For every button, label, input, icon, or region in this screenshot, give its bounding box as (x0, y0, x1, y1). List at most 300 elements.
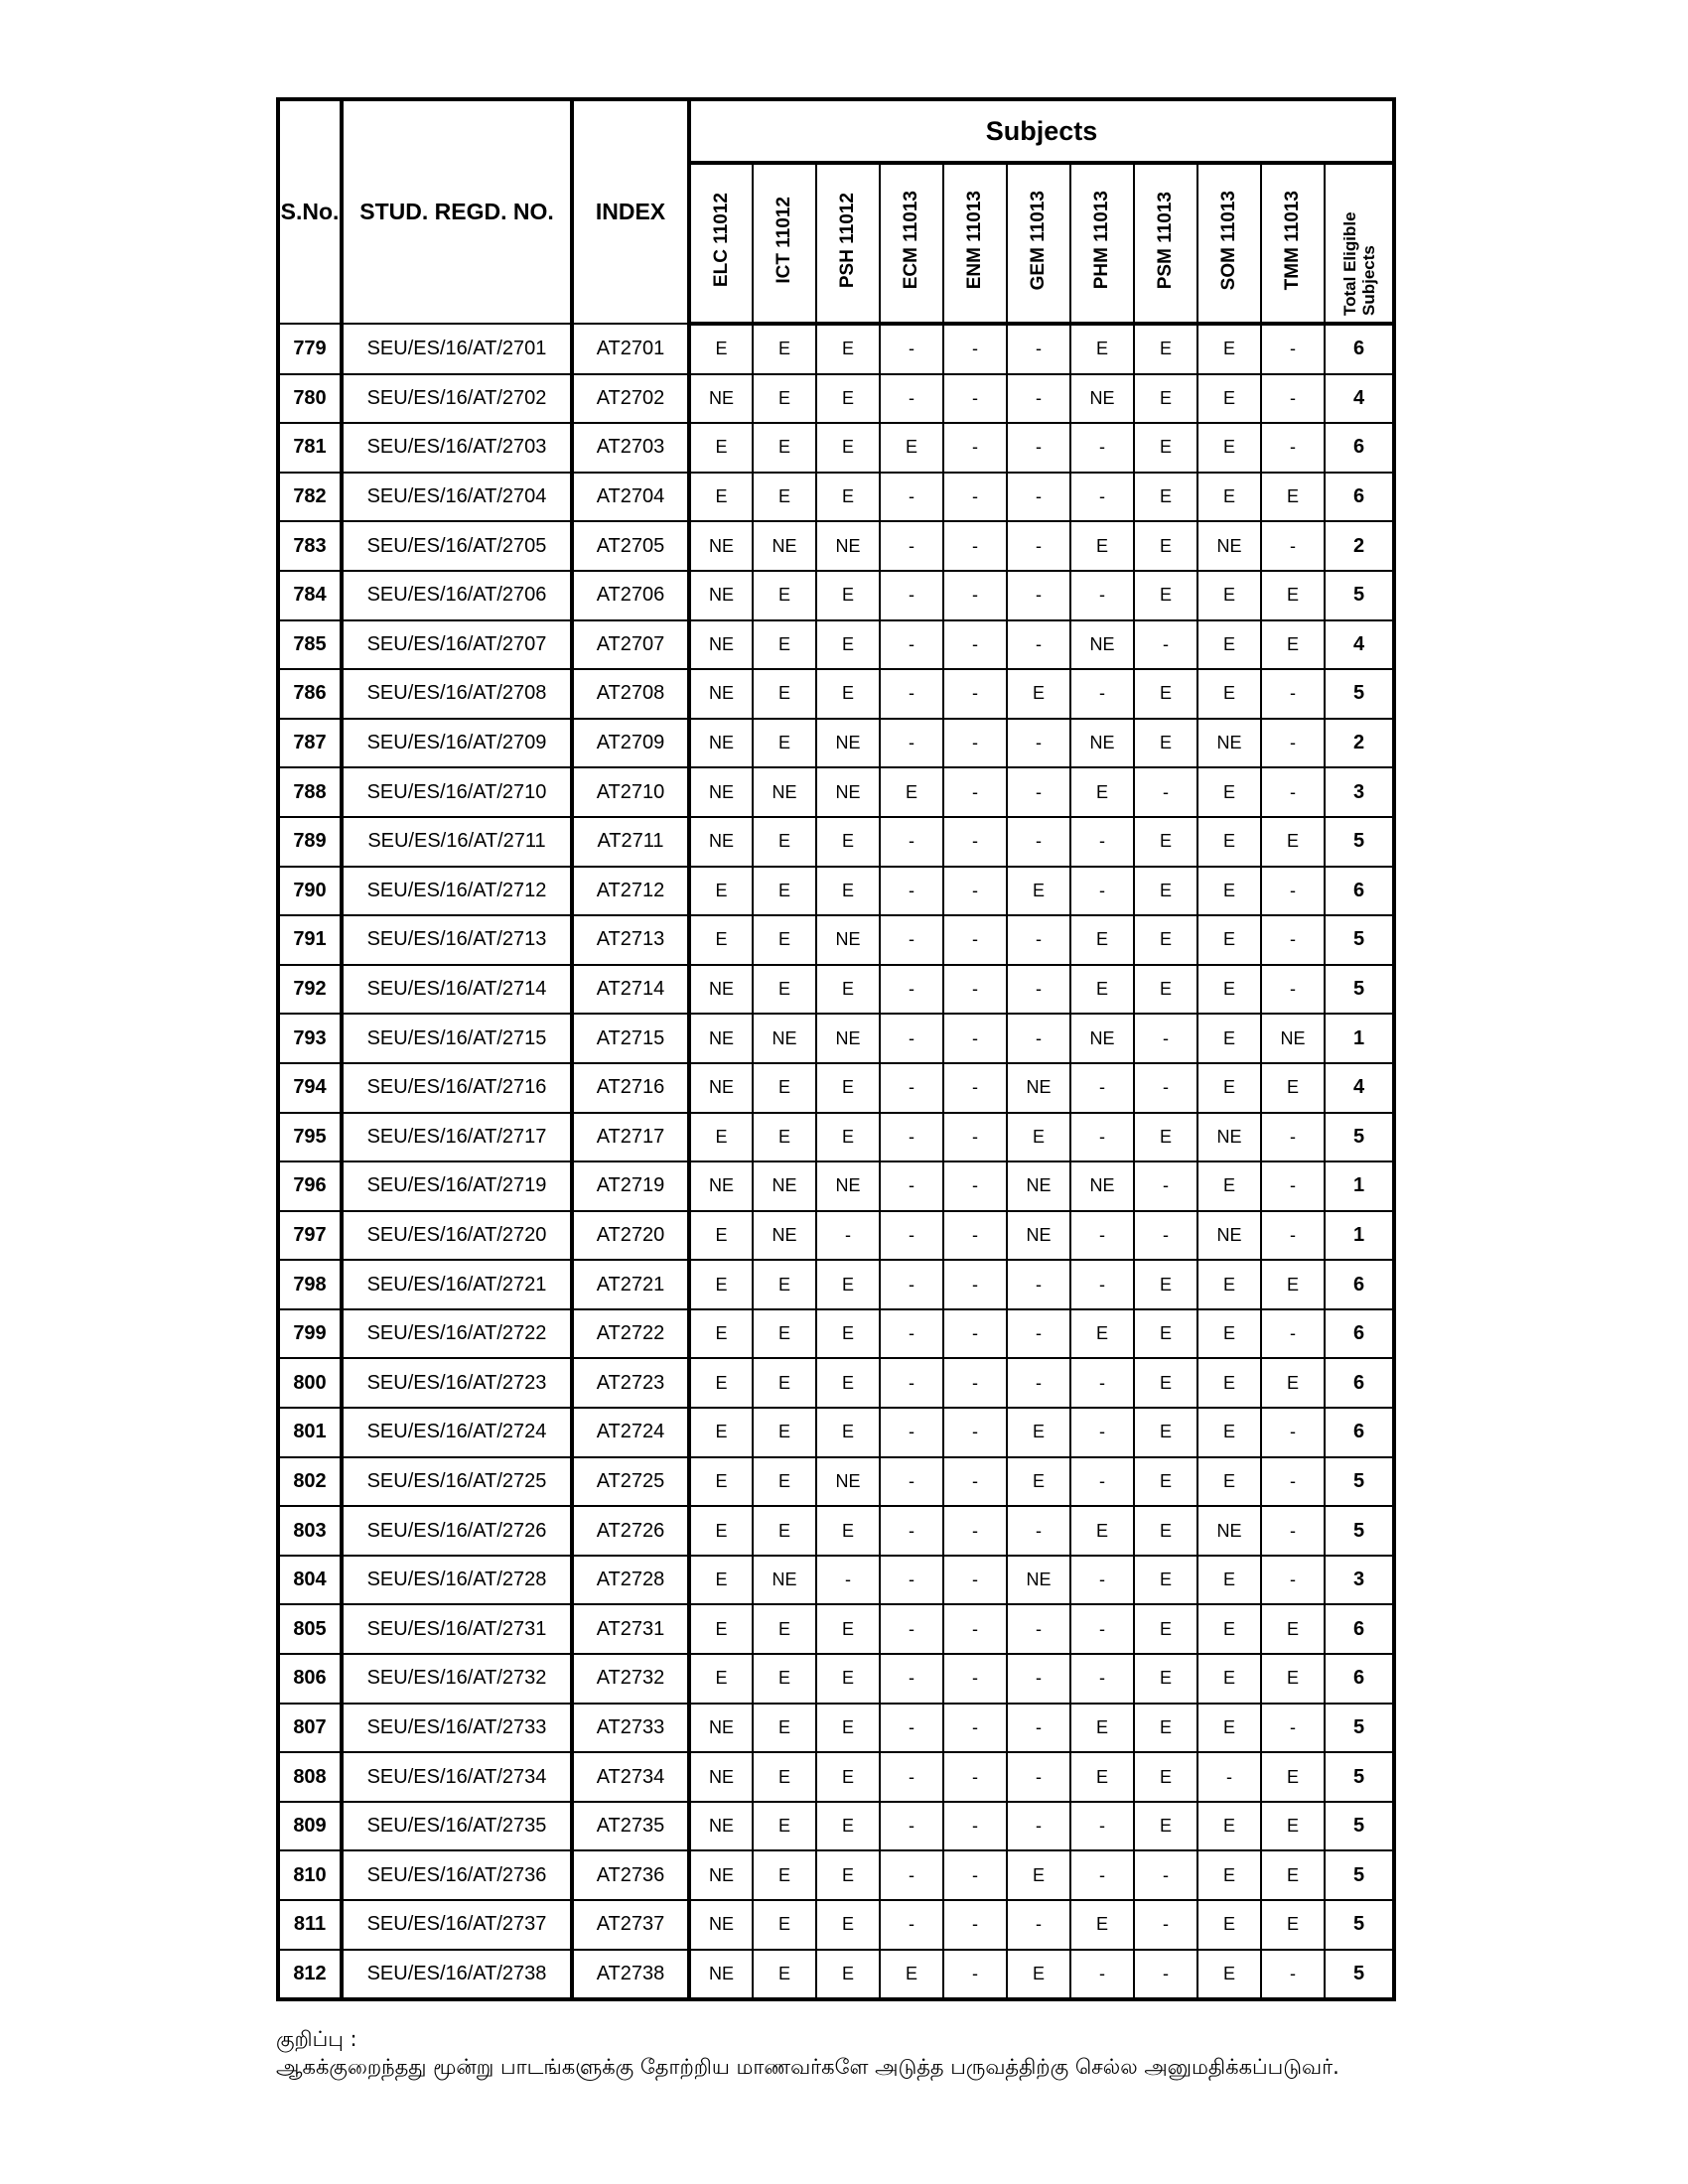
cell-sno: 801 (278, 1408, 342, 1457)
cell-subject-status: E (1134, 867, 1197, 916)
cell-subject-status: NE (1197, 719, 1261, 768)
cell-subject-status: - (1070, 669, 1134, 719)
cell-subject-status: E (1197, 1063, 1261, 1113)
header-subject (816, 163, 880, 324)
cell-subject-status: E (1197, 1654, 1261, 1704)
cell-subject-status: - (880, 1260, 943, 1309)
cell-subject-status: NE (1261, 1014, 1325, 1063)
cell-total: 5 (1325, 571, 1394, 620)
cell-subject-status: - (1007, 1802, 1070, 1851)
cell-subject-status: NE (753, 521, 816, 571)
cell-index: AT2732 (572, 1654, 689, 1704)
cell-subject-status: - (880, 1850, 943, 1900)
cell-subject-status: - (880, 1900, 943, 1950)
cell-subject-status: NE (689, 620, 753, 670)
cell-subject-status: E (753, 1604, 816, 1654)
cell-subject-status: - (943, 324, 1007, 374)
cell-subject-status: E (816, 1900, 880, 1950)
cell-subject-status: NE (816, 1457, 880, 1507)
cell-subject-status: E (689, 915, 753, 965)
cell-sno: 783 (278, 521, 342, 571)
cell-regno: SEU/ES/16/AT/2721 (342, 1260, 572, 1309)
header-subject (880, 163, 943, 324)
cell-subject-status: E (689, 423, 753, 473)
cell-sno: 795 (278, 1113, 342, 1162)
cell-index: AT2726 (572, 1506, 689, 1556)
cell-subject-status: - (943, 1850, 1007, 1900)
cell-subject-status: E (1134, 1704, 1197, 1753)
cell-total: 5 (1325, 965, 1394, 1015)
table-row (278, 817, 1394, 867)
cell-subject-status: - (816, 1211, 880, 1261)
cell-subject-status: E (689, 1260, 753, 1309)
cell-subject-status: E (753, 1457, 816, 1507)
cell-subject-status: - (1007, 1654, 1070, 1704)
cell-subject-status: - (880, 620, 943, 670)
header-subject (1134, 163, 1197, 324)
cell-subject-status: NE (689, 1014, 753, 1063)
table-row (278, 915, 1394, 965)
cell-total: 3 (1325, 767, 1394, 817)
table-row (278, 1063, 1394, 1113)
cell-sno: 787 (278, 719, 342, 768)
cell-index: AT2735 (572, 1802, 689, 1851)
cell-subject-status: - (1261, 374, 1325, 424)
cell-subject-status: - (1007, 620, 1070, 670)
cell-subject-status: - (1070, 1604, 1134, 1654)
cell-regno: SEU/ES/16/AT/2719 (342, 1161, 572, 1211)
cell-subject-status: - (943, 1752, 1007, 1802)
cell-sno: 779 (278, 324, 342, 374)
cell-subject-status: - (1007, 965, 1070, 1015)
cell-subject-status: E (1134, 719, 1197, 768)
cell-subject-status: NE (1070, 620, 1134, 670)
cell-sno: 811 (278, 1900, 342, 1950)
notes-text: ஆகக்குறைந்தது மூன்று பாடங்களுக்கு தோற்றிய மாணவர்களே அடுத்த பருவத்திற்கு செல்ல அனுமதிக்கப்படுவர். (276, 2055, 1339, 2079)
cell-subject-status: NE (1197, 1506, 1261, 1556)
cell-index: AT2736 (572, 1850, 689, 1900)
cell-subject-status: - (1070, 1457, 1134, 1507)
cell-subject-status: E (816, 473, 880, 522)
cell-subject-status: - (1070, 817, 1134, 867)
cell-subject-status: E (816, 374, 880, 424)
cell-index: AT2707 (572, 620, 689, 670)
cell-subject-status: E (689, 1408, 753, 1457)
cell-subject-status: E (689, 1358, 753, 1408)
cell-index: AT2704 (572, 473, 689, 522)
cell-subject-status: E (689, 1654, 753, 1704)
cell-subject-status: E (816, 817, 880, 867)
cell-subject-status: NE (689, 374, 753, 424)
cell-subject-status: NE (816, 719, 880, 768)
cell-subject-status: - (880, 719, 943, 768)
cell-index: AT2737 (572, 1900, 689, 1950)
cell-subject-status: NE (689, 1063, 753, 1113)
cell-subject-status: - (1261, 719, 1325, 768)
cell-index: AT2715 (572, 1014, 689, 1063)
cell-subject-status: E (689, 1506, 753, 1556)
cell-subject-status: - (1070, 867, 1134, 916)
cell-subject-status: - (1007, 374, 1070, 424)
cell-index: AT2711 (572, 817, 689, 867)
cell-index: AT2702 (572, 374, 689, 424)
cell-subject-status: - (1261, 767, 1325, 817)
cell-subject-status: E (753, 423, 816, 473)
cell-subject-status: NE (689, 1850, 753, 1900)
cell-subject-status: E (1261, 1752, 1325, 1802)
cell-subject-status: E (816, 1408, 880, 1457)
cell-subject-status: E (1070, 1752, 1134, 1802)
cell-subject-status: E (1197, 1358, 1261, 1408)
cell-subject-status: E (689, 1457, 753, 1507)
cell-subject-status: - (943, 423, 1007, 473)
cell-subject-status: - (1070, 1063, 1134, 1113)
cell-index: AT2723 (572, 1358, 689, 1408)
table-row (278, 1211, 1394, 1261)
cell-subject-status: E (1134, 521, 1197, 571)
cell-subject-status: - (880, 1654, 943, 1704)
cell-subject-status: - (1007, 1358, 1070, 1408)
cell-subject-status: - (1134, 1900, 1197, 1950)
cell-subject-status: NE (1197, 1113, 1261, 1162)
cell-subject-status: E (1134, 817, 1197, 867)
table-row (278, 324, 1394, 374)
cell-subject-status: NE (689, 1900, 753, 1950)
cell-subject-status: - (943, 1309, 1007, 1359)
cell-subject-status: - (880, 1161, 943, 1211)
cell-subject-status: E (1197, 915, 1261, 965)
cell-subject-status: E (1197, 817, 1261, 867)
cell-regno: SEU/ES/16/AT/2713 (342, 915, 572, 965)
cell-subject-status: E (1134, 473, 1197, 522)
cell-subject-status: - (1007, 521, 1070, 571)
header-subject (1197, 163, 1261, 324)
cell-subject-status: - (943, 1063, 1007, 1113)
cell-index: AT2725 (572, 1457, 689, 1507)
cell-total: 5 (1325, 1113, 1394, 1162)
table-row (278, 669, 1394, 719)
cell-subject-status: E (1007, 1850, 1070, 1900)
cell-subject-status: E (1197, 1408, 1261, 1457)
header-subject-label: GEM 11013 (1028, 190, 1049, 291)
header-total-label: Total Eligible Subjects (1339, 211, 1378, 316)
table-row (278, 1260, 1394, 1309)
cell-subject-status: NE (689, 767, 753, 817)
cell-subject-status: - (1261, 324, 1325, 374)
cell-regno: SEU/ES/16/AT/2706 (342, 571, 572, 620)
cell-total: 2 (1325, 719, 1394, 768)
cell-subject-status: - (1070, 571, 1134, 620)
cell-subject-status: E (753, 1063, 816, 1113)
cell-index: AT2721 (572, 1260, 689, 1309)
cell-subject-status: - (1134, 1063, 1197, 1113)
cell-subject-status: E (1197, 1604, 1261, 1654)
cell-subject-status: - (943, 1950, 1007, 2000)
cell-regno: SEU/ES/16/AT/2709 (342, 719, 572, 768)
cell-subject-status: E (1197, 1704, 1261, 1753)
cell-subject-status: - (880, 521, 943, 571)
header-subject (1007, 163, 1070, 324)
cell-subject-status: - (1261, 867, 1325, 916)
cell-subject-status: - (1261, 915, 1325, 965)
cell-subject-status: E (1261, 1802, 1325, 1851)
cell-subject-status: - (1070, 1950, 1134, 2000)
cell-subject-status: - (1070, 1408, 1134, 1457)
cell-sno: 786 (278, 669, 342, 719)
cell-subject-status: E (1134, 1457, 1197, 1507)
cell-total: 1 (1325, 1211, 1394, 1261)
cell-subject-status: E (816, 571, 880, 620)
cell-subject-status: - (1261, 423, 1325, 473)
cell-subject-status: E (816, 965, 880, 1015)
cell-sno: 796 (278, 1161, 342, 1211)
cell-subject-status: E (1134, 669, 1197, 719)
cell-subject-status: E (816, 1950, 880, 2000)
cell-subject-status: E (1007, 669, 1070, 719)
cell-total: 5 (1325, 1900, 1394, 1950)
cell-sno: 784 (278, 571, 342, 620)
cell-index: AT2709 (572, 719, 689, 768)
cell-subject-status: E (1007, 1113, 1070, 1162)
cell-subject-status: NE (1007, 1556, 1070, 1605)
cell-subject-status: - (1070, 423, 1134, 473)
cell-subject-status: E (880, 423, 943, 473)
cell-subject-status: NE (689, 521, 753, 571)
cell-subject-status: E (816, 1752, 880, 1802)
cell-subject-status: - (1261, 1950, 1325, 2000)
table-row (278, 1604, 1394, 1654)
cell-total: 1 (1325, 1014, 1394, 1063)
cell-subject-status: - (1134, 767, 1197, 817)
cell-subject-status: E (689, 324, 753, 374)
cell-subject-status: - (943, 1014, 1007, 1063)
cell-subject-status: NE (1197, 1211, 1261, 1261)
cell-subject-status: E (753, 1113, 816, 1162)
eligibility-table (276, 97, 1396, 2001)
cell-subject-status: - (1007, 571, 1070, 620)
cell-subject-status: - (1007, 1752, 1070, 1802)
cell-total: 6 (1325, 473, 1394, 522)
cell-subject-status: - (1134, 1161, 1197, 1211)
cell-subject-status: E (1197, 669, 1261, 719)
cell-total: 5 (1325, 915, 1394, 965)
cell-subject-status: NE (816, 767, 880, 817)
cell-subject-status: - (943, 374, 1007, 424)
cell-subject-status: - (943, 1802, 1007, 1851)
cell-index: AT2714 (572, 965, 689, 1015)
cell-subject-status: - (943, 620, 1007, 670)
cell-subject-status: - (880, 1358, 943, 1408)
cell-total: 6 (1325, 867, 1394, 916)
cell-index: AT2708 (572, 669, 689, 719)
cell-subject-status: - (943, 521, 1007, 571)
cell-subject-status: E (689, 1113, 753, 1162)
header-sno: S.No. (278, 99, 342, 324)
cell-subject-status: NE (1007, 1063, 1070, 1113)
cell-subject-status: - (943, 1408, 1007, 1457)
cell-subject-status: E (1007, 1457, 1070, 1507)
cell-subject-status: E (689, 1211, 753, 1261)
header-subject-label: ECM 11013 (901, 191, 921, 290)
cell-regno: SEU/ES/16/AT/2737 (342, 1900, 572, 1950)
table-row (278, 521, 1394, 571)
cell-subject-status: E (1197, 1802, 1261, 1851)
cell-subject-status: NE (753, 1556, 816, 1605)
cell-subject-status: E (753, 1950, 816, 2000)
cell-subject-status: E (753, 1506, 816, 1556)
cell-subject-status: E (1197, 1950, 1261, 2000)
cell-subject-status: E (753, 817, 816, 867)
header-subjects-group: Subjects (689, 99, 1394, 163)
cell-subject-status: E (753, 1752, 816, 1802)
cell-subject-status: - (880, 1457, 943, 1507)
cell-subject-status: E (753, 965, 816, 1015)
cell-subject-status: NE (689, 1161, 753, 1211)
cell-subject-status: - (1261, 1408, 1325, 1457)
cell-subject-status: E (1261, 1654, 1325, 1704)
cell-total: 6 (1325, 1260, 1394, 1309)
cell-subject-status: - (1261, 1309, 1325, 1359)
cell-subject-status: E (1261, 473, 1325, 522)
table-row (278, 867, 1394, 916)
cell-subject-status: E (816, 1113, 880, 1162)
table-row (278, 1457, 1394, 1507)
table-row (278, 1654, 1394, 1704)
cell-subject-status: NE (1070, 1161, 1134, 1211)
cell-subject-status: - (1007, 1260, 1070, 1309)
cell-total: 5 (1325, 817, 1394, 867)
cell-subject-status: E (689, 1556, 753, 1605)
cell-sno: 780 (278, 374, 342, 424)
cell-regno: SEU/ES/16/AT/2724 (342, 1408, 572, 1457)
cell-total: 5 (1325, 1752, 1394, 1802)
cell-regno: SEU/ES/16/AT/2734 (342, 1752, 572, 1802)
cell-regno: SEU/ES/16/AT/2728 (342, 1556, 572, 1605)
cell-subject-status: - (943, 1113, 1007, 1162)
cell-subject-status: - (1261, 965, 1325, 1015)
cell-subject-status: - (943, 817, 1007, 867)
cell-subject-status: E (1070, 324, 1134, 374)
cell-subject-status: NE (689, 669, 753, 719)
header-subject (1070, 163, 1134, 324)
cell-subject-status: E (1261, 620, 1325, 670)
cell-subject-status: E (753, 1900, 816, 1950)
cell-subject-status: - (880, 1211, 943, 1261)
table-row (278, 571, 1394, 620)
cell-subject-status: E (1261, 1260, 1325, 1309)
cell-subject-status: - (943, 1654, 1007, 1704)
cell-subject-status: NE (689, 571, 753, 620)
cell-regno: SEU/ES/16/AT/2704 (342, 473, 572, 522)
cell-sno: 806 (278, 1654, 342, 1704)
cell-subject-status: - (1134, 620, 1197, 670)
cell-total: 5 (1325, 1950, 1394, 2000)
cell-subject-status: E (816, 1802, 880, 1851)
cell-subject-status: E (753, 1408, 816, 1457)
cell-subject-status: - (943, 1900, 1007, 1950)
cell-subject-status: - (880, 1556, 943, 1605)
cell-subject-status: E (816, 867, 880, 916)
cell-subject-status: E (1134, 1506, 1197, 1556)
cell-regno: SEU/ES/16/AT/2726 (342, 1506, 572, 1556)
cell-subject-status: E (1197, 767, 1261, 817)
cell-subject-status: E (1261, 817, 1325, 867)
cell-subject-status: - (880, 1506, 943, 1556)
cell-subject-status: E (1134, 1654, 1197, 1704)
table-row (278, 1014, 1394, 1063)
header-subject-label: TMM 11013 (1282, 190, 1303, 291)
table-row (278, 1506, 1394, 1556)
cell-regno: SEU/ES/16/AT/2735 (342, 1802, 572, 1851)
cell-index: AT2719 (572, 1161, 689, 1211)
cell-sno: 791 (278, 915, 342, 965)
cell-sno: 802 (278, 1457, 342, 1507)
cell-subject-status: - (1134, 1950, 1197, 2000)
cell-subject-status: - (880, 1063, 943, 1113)
cell-subject-status: E (1134, 1309, 1197, 1359)
cell-index: AT2738 (572, 1950, 689, 2000)
cell-regno: SEU/ES/16/AT/2703 (342, 423, 572, 473)
table-row (278, 767, 1394, 817)
cell-subject-status: E (1261, 1063, 1325, 1113)
cell-regno: SEU/ES/16/AT/2702 (342, 374, 572, 424)
cell-subject-status: E (880, 1950, 943, 2000)
cell-subject-status: E (816, 1260, 880, 1309)
cell-subject-status: E (1070, 1900, 1134, 1950)
cell-subject-status: - (1070, 1260, 1134, 1309)
cell-subject-status: NE (1007, 1161, 1070, 1211)
cell-subject-status: E (1070, 915, 1134, 965)
cell-index: AT2703 (572, 423, 689, 473)
cell-subject-status: NE (1070, 374, 1134, 424)
cell-subject-status: E (1261, 571, 1325, 620)
cell-subject-status: - (1070, 1211, 1134, 1261)
cell-regno: SEU/ES/16/AT/2731 (342, 1604, 572, 1654)
header-subject (943, 163, 1007, 324)
cell-subject-status: E (816, 1063, 880, 1113)
cell-subject-status: - (1070, 1654, 1134, 1704)
cell-subject-status: - (1261, 1457, 1325, 1507)
cell-regno: SEU/ES/16/AT/2707 (342, 620, 572, 670)
cell-subject-status: - (1070, 1113, 1134, 1162)
cell-index: AT2716 (572, 1063, 689, 1113)
cell-total: 6 (1325, 1309, 1394, 1359)
cell-total: 6 (1325, 1604, 1394, 1654)
cell-subject-status: E (1134, 915, 1197, 965)
cell-subject-status: E (1197, 324, 1261, 374)
cell-subject-status: E (689, 473, 753, 522)
cell-subject-status: - (1261, 1211, 1325, 1261)
cell-subject-status: - (1134, 1850, 1197, 1900)
cell-subject-status: E (753, 669, 816, 719)
cell-subject-status: E (1134, 1556, 1197, 1605)
cell-subject-status: E (1134, 1408, 1197, 1457)
header-subject (753, 163, 816, 324)
cell-subject-status: - (1070, 1556, 1134, 1605)
cell-subject-status: E (816, 324, 880, 374)
cell-subject-status: - (880, 915, 943, 965)
cell-subject-status: E (1134, 324, 1197, 374)
cell-regno: SEU/ES/16/AT/2732 (342, 1654, 572, 1704)
table-row (278, 473, 1394, 522)
cell-subject-status: - (1007, 1704, 1070, 1753)
table-row (278, 1802, 1394, 1851)
cell-sno: 798 (278, 1260, 342, 1309)
cell-sno: 804 (278, 1556, 342, 1605)
cell-subject-status: E (1261, 1358, 1325, 1408)
cell-subject-status: - (1261, 1113, 1325, 1162)
cell-index: AT2734 (572, 1752, 689, 1802)
